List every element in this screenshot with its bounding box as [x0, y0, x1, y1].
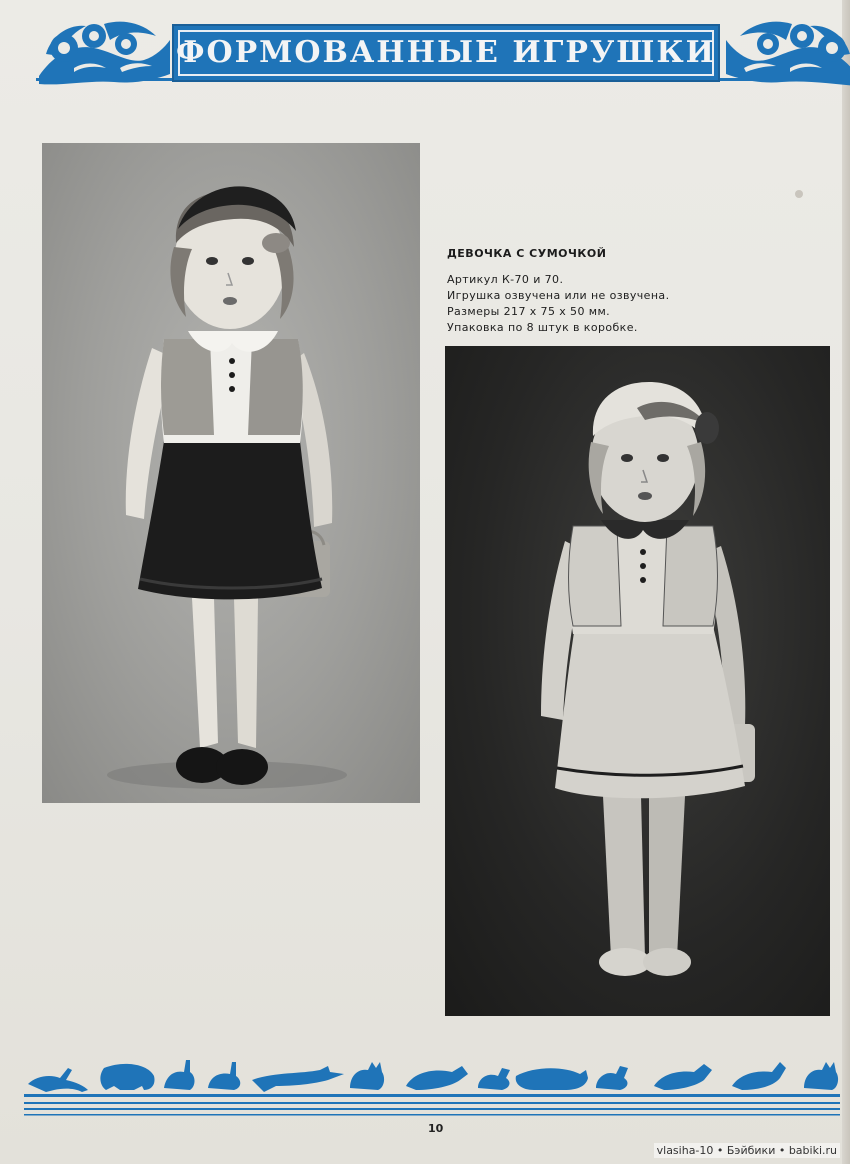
- doll-dark-skirt-photo: [42, 143, 420, 803]
- fox-icon: [252, 1066, 344, 1092]
- hare-icon: [28, 1068, 88, 1092]
- header-banner: [172, 24, 720, 82]
- doll-light-dress-icon: [445, 346, 830, 1016]
- product-article: Артикул К-70 и 70.: [447, 273, 564, 286]
- product-title: ДЕВОЧКА С СУМОЧКОЙ: [447, 247, 607, 260]
- watermark: vlasiha-10 • Бэйбики • babiki.ru: [654, 1143, 840, 1158]
- duck-icon-2: [596, 1066, 628, 1090]
- doll-dark-skirt-icon: [42, 143, 420, 803]
- cat-icon: [350, 1062, 384, 1090]
- page-title: ФОРМОВАННЫЕ ИГРУШКИ: [176, 35, 716, 70]
- dog-icon-2: [654, 1064, 712, 1090]
- product-dimensions: Размеры 217 х 75 х 50 мм.: [447, 305, 611, 318]
- rabbit-icon-2: [208, 1062, 240, 1090]
- left-ornament-icon: [34, 14, 174, 100]
- page-edge: [842, 0, 850, 1164]
- paper-speck: [795, 190, 803, 198]
- cat-icon-2: [804, 1062, 838, 1090]
- pig-icon: [516, 1068, 588, 1090]
- bear-icon: [100, 1064, 154, 1090]
- doll-light-dress-photo: [445, 346, 830, 1016]
- right-ornament-icon: [722, 14, 850, 100]
- goat-icon: [732, 1062, 786, 1090]
- page-number: 10: [428, 1122, 444, 1135]
- rabbit-icon: [164, 1060, 195, 1090]
- product-packaging: Упаковка по 8 штук в коробке.: [447, 321, 638, 334]
- product-sound: Игрушка озвучена или не озвучена.: [447, 289, 670, 302]
- animal-silhouettes-border: [24, 1046, 840, 1126]
- duck-icon: [478, 1068, 510, 1090]
- dog-icon: [406, 1066, 468, 1090]
